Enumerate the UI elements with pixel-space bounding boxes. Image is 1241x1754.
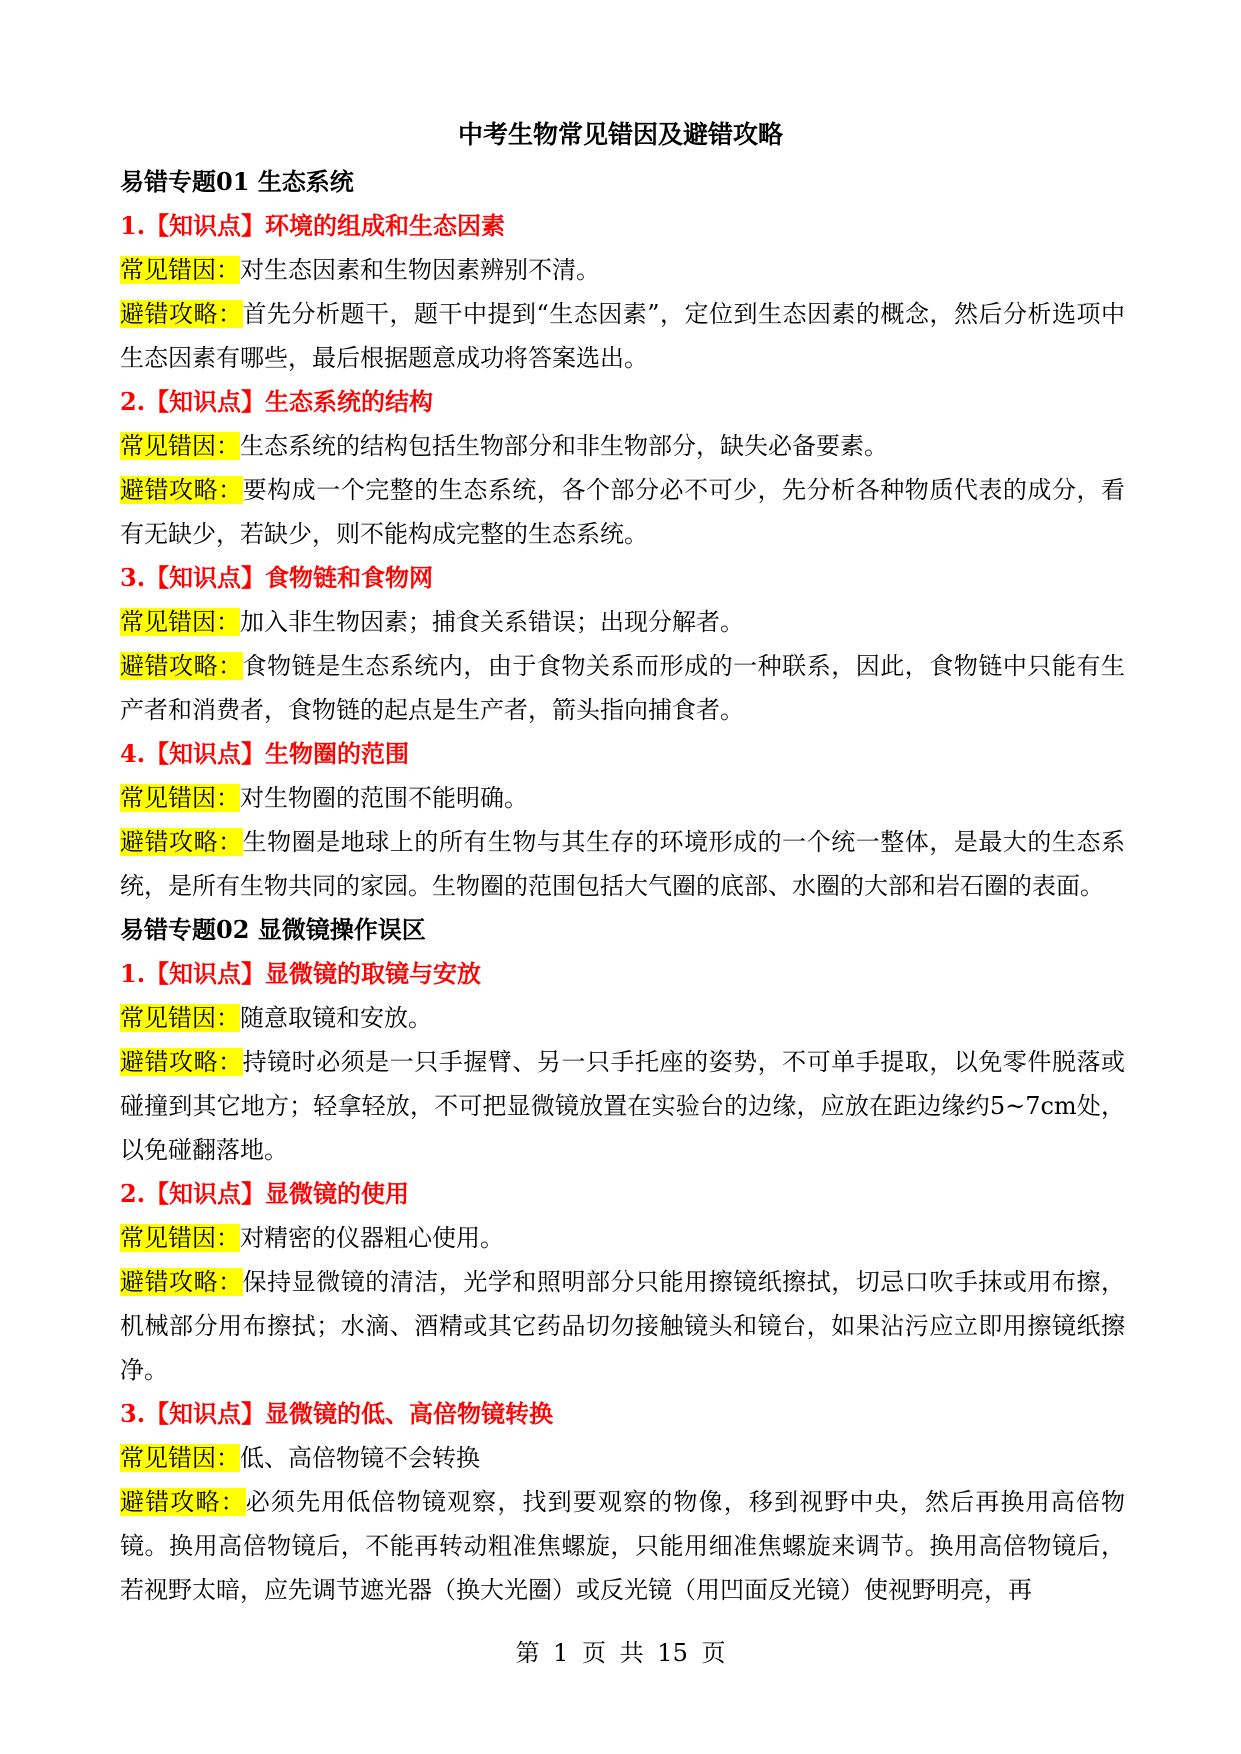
strategy-text: 必须先用低倍物镜观察，找到要观察的物像，移到视野中央，然后再换用高倍物镜。换用高倍物镜后，不能再转动粗准焦螺旋，只能用细准焦螺旋来调节。换用高倍物镜后，若视野太暗，应先调节遮光器（换大光圈）或反光镜（用凹面反光镜）使视野明亮，再: [120, 1488, 1126, 1604]
knowledge-point-heading: 1.【知识点】显微镜的取镜与安放: [120, 959, 482, 988]
common-cause: [120, 776, 1125, 820]
cause-text: 随意取镜和安放。: [240, 1004, 432, 1032]
strategy-text: 要构成一个完整的生态系统，各个部分必不可少，先分析各种物质代表的成分，看有无缺少，若缺少，则不能构成完整的生态系统。: [120, 476, 1125, 548]
common-cause: [120, 1436, 1125, 1480]
knowledge-point-heading: 3.【知识点】食物链和食物网: [120, 563, 434, 592]
cause-text: 对生物圈的范围不能明确。: [240, 784, 528, 812]
strategy-label: 避错攻略：: [120, 1268, 243, 1296]
strategy-text: 首先分析题干，题干中提到“生态因素”，定位到生态因素的概念，然后分析选项中生态因素有哪些，最后根据题意成功将答案选出。: [120, 300, 1125, 372]
avoid-strategy: [120, 1260, 1125, 1392]
avoid-strategy: [120, 468, 1125, 556]
strategy-label: 避错攻略：: [120, 828, 243, 856]
strategy-label: 避错攻略：: [120, 476, 243, 504]
knowledge-point-heading: 2.【知识点】生态系统的结构: [120, 387, 434, 416]
cause-text: 低、高倍物镜不会转换: [240, 1444, 480, 1472]
avoid-strategy: [120, 1480, 1125, 1612]
cause-label: 常见错因：: [120, 256, 240, 284]
avoid-strategy: [120, 292, 1125, 380]
knowledge-point-heading: 4.【知识点】生物圈的范围: [120, 739, 410, 768]
cause-label: 常见错因：: [120, 1004, 240, 1032]
strategy-text: 生物圈是地球上的所有生物与其生存的环境形成的一个统一整体，是最大的生态系统，是所有生物共同的家园。生物圈的范围包括大气圈的底部、水圈的大部和岩石圈的表面。: [120, 828, 1125, 900]
strategy-label: 避错攻略：: [120, 652, 243, 680]
cause-label: 常见错因：: [120, 784, 240, 812]
avoid-strategy: [120, 1040, 1125, 1172]
strategy-label: 避错攻略：: [120, 1048, 243, 1076]
strategy-label: 避错攻略：: [120, 1488, 246, 1516]
cause-text: 生态系统的结构包括生物部分和非生物部分，缺失必备要素。: [240, 432, 888, 460]
topic-heading: 易错专题01 生态系统: [120, 167, 354, 196]
strategy-label: 避错攻略：: [120, 300, 243, 328]
knowledge-point-heading: 1.【知识点】环境的组成和生态因素: [120, 211, 506, 240]
strategy-text: 食物链是生态系统内，由于食物关系而形成的一种联系，因此，食物链中只能有生产者和消费者，食物链的起点是生产者，箭头指向捕食者。: [120, 652, 1125, 724]
document-title: 中考生物常见错因及避错攻略: [457, 120, 783, 149]
common-cause: [120, 424, 1125, 468]
cause-text: 对生态因素和生物因素辨别不清。: [240, 256, 600, 284]
common-cause: [120, 248, 1125, 292]
cause-text: 对精密的仪器粗心使用。: [240, 1224, 504, 1252]
common-cause: [120, 600, 1125, 644]
strategy-text: 持镜时必须是一只手握臂、另一只手托座的姿势，不可单手提取，以免零件脱落或碰撞到其它地方；轻拿轻放，不可把显微镜放置在实验台的边缘，应放在距边缘约5~7cm处，以免碰翻落地。: [120, 1048, 1125, 1164]
cause-label: 常见错因：: [120, 608, 240, 636]
common-cause: [120, 996, 1125, 1040]
strategy-text: 保持显微镜的清洁，光学和照明部分只能用擦镜纸擦拭，切忌口吹手抹或用布擦，机械部分用布擦拭；水滴、酒精或其它药品切勿接触镜头和镜台，如果沾污应立即用擦镜纸擦净。: [120, 1268, 1125, 1384]
cause-label: 常见错因：: [120, 432, 240, 460]
page-footer: 第 1 页 共 15 页: [515, 1639, 726, 1667]
avoid-strategy: [120, 820, 1125, 908]
knowledge-point-heading: 3.【知识点】显微镜的低、高倍物镜转换: [120, 1399, 554, 1428]
document-body: [120, 160, 1125, 1612]
knowledge-point-heading: 2.【知识点】显微镜的使用: [120, 1179, 410, 1208]
avoid-strategy: [120, 644, 1125, 732]
topic-heading: 易错专题02 显微镜操作误区: [120, 915, 426, 944]
cause-label: 常见错因：: [120, 1444, 240, 1472]
cause-text: 加入非生物因素；捕食关系错误；出现分解者。: [240, 608, 744, 636]
cause-label: 常见错因：: [120, 1224, 240, 1252]
common-cause: [120, 1216, 1125, 1260]
